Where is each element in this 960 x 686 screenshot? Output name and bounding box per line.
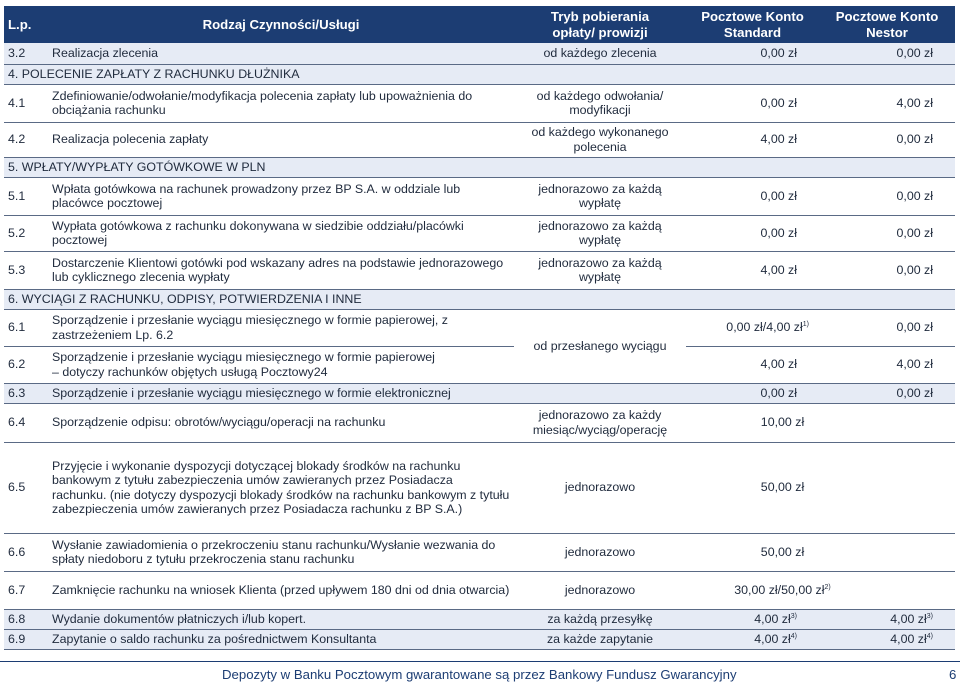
row-service: Sporządzenie odpisu: obrotów/wyciągu/operacji na rachunku xyxy=(52,415,386,430)
row-standard-fee: 4,00 zł xyxy=(760,357,797,372)
table-header-row xyxy=(4,6,955,43)
table-row xyxy=(4,346,955,383)
row-fee: 10,00 zł xyxy=(760,415,805,430)
row-lp: 3.2 xyxy=(8,46,26,60)
footnote-ref: 3) xyxy=(790,612,797,620)
row-lp: 6.9 xyxy=(8,631,26,646)
row-fee-mode: jednorazowo xyxy=(564,480,636,495)
table-row xyxy=(4,177,955,215)
header-standard: Pocztowe Konto Standard xyxy=(686,6,819,43)
section-row xyxy=(4,64,955,84)
row-service xyxy=(48,346,514,383)
row-service: Wpłata gotówkowa na rachunek prowadzony przez BP S.A. w oddziale lub placówce pocztowej xyxy=(52,181,461,210)
row-fee-mode: od każdego zlecenia xyxy=(543,46,657,60)
row-lp: 5.3 xyxy=(8,262,26,277)
row-fee-mode: jednorazowo za każdą wypłatę xyxy=(538,218,662,247)
row-fee-mode: jednorazowo za każdą wypłatę xyxy=(538,255,662,284)
fee-value: 4,00 zł xyxy=(890,611,927,626)
row-fee-mode: jednorazowo xyxy=(564,582,636,597)
row-service-line: Sporządzenie i przesłanie wyciągu miesięcznego w formie papierowej xyxy=(52,350,435,364)
row-service: Dostarczenie Klientowi gotówki pod wskazany adres na podstawie jednorazowego lub cyklicznego zlecenia wypłaty xyxy=(52,255,504,284)
section-row xyxy=(4,157,955,177)
row-fee-mode: jednorazowo za każdy miesiąc/wyciąg/operację xyxy=(532,408,668,437)
fee-value: 30,00 zł/50,00 zł xyxy=(734,582,825,597)
fee-value: 4,00 zł xyxy=(754,631,791,646)
row-nestor-fee: 0,00 zł xyxy=(896,225,933,240)
row-lp: 6.4 xyxy=(8,415,26,430)
row-fee-mode: jednorazowo za każdą wypłatę xyxy=(538,181,662,210)
table-row xyxy=(4,383,955,403)
row-fee-mode: od każdego odwołania/ modyfikacji xyxy=(536,88,664,117)
row-fee-mode: za każdą przesyłkę xyxy=(547,611,653,626)
row-lp: 4.2 xyxy=(8,132,26,147)
row-nestor-fee xyxy=(819,629,955,649)
row-fee: 50,00 zł xyxy=(760,544,805,559)
header-nestor: Pocztowe Konto Nestor xyxy=(819,6,955,43)
row-lp: 6.2 xyxy=(8,357,26,372)
footnote-ref: 1) xyxy=(802,321,809,329)
section-title: 5. WPŁATY/WYPŁATY GOTÓWKOWE W PLN xyxy=(8,159,266,174)
row-nestor-fee: 4,00 zł xyxy=(896,95,933,110)
row-nestor-fee: 0,00 zł xyxy=(896,320,933,335)
row-fee-mode: od każdego wykonanego polecenia xyxy=(531,125,669,154)
row-service: Wydanie dokumentów płatniczych i/lub kopert. xyxy=(52,611,307,626)
row-lp: 6.8 xyxy=(8,611,26,626)
row-fee-mode: od przesłanego wyciągu xyxy=(533,338,667,353)
page-number: 6 xyxy=(949,667,957,682)
row-service: Zamknięcie rachunku na wniosek Klienta (przed upływem 180 dni od dnia otwarcia) xyxy=(52,582,510,597)
header-fee-mode: Tryb pobierania opłaty/ prowizji xyxy=(514,6,686,43)
row-lp: 6.1 xyxy=(8,320,26,335)
row-service: Realizacja zlecenia xyxy=(52,46,159,60)
fee-value: 4,00 zł xyxy=(890,631,927,646)
row-standard-fee: 0,00 zł xyxy=(760,385,797,400)
row-standard-fee: 4,00 zł xyxy=(760,262,797,277)
row-service: Sporządzenie i przesłanie wyciągu miesięcznego w formie elektronicznej xyxy=(52,385,451,400)
row-lp: 5.2 xyxy=(8,225,26,240)
fee-table-page xyxy=(4,6,955,650)
fee-value: 4,00 zł xyxy=(754,611,791,626)
row-standard-fee xyxy=(686,309,819,346)
row-nestor-fee: 0,00 zł xyxy=(896,46,933,60)
row-service: Realizacja polecenia zapłaty xyxy=(52,132,209,147)
row-lp: 4.1 xyxy=(8,95,26,110)
table-row xyxy=(4,533,955,571)
footer-text: Depozyty w Banku Pocztowym gwarantowane są przez Bankowy Fundusz Gwarancyjny xyxy=(222,667,737,682)
table-row xyxy=(4,215,955,251)
table-row xyxy=(4,43,955,64)
row-fee xyxy=(686,571,955,609)
row-service-line: – dotyczy rachunków objętych usługą Pocztowy24 xyxy=(52,364,328,379)
row-service: Sporządzenie i przesłanie wyciągu miesięcznego w formie papierowej, z zastrzeżeniem Lp. 6.2 xyxy=(52,313,449,342)
section-row xyxy=(4,289,955,309)
row-nestor-fee: 4,00 zł xyxy=(896,357,933,372)
table-row xyxy=(4,84,955,122)
row-nestor-fee xyxy=(819,609,955,629)
row-lp: 6.5 xyxy=(8,480,26,495)
table-row xyxy=(4,403,955,442)
row-lp: 6.7 xyxy=(8,582,26,597)
footnote-ref: 2) xyxy=(824,583,831,591)
table-row xyxy=(4,629,955,649)
row-service: Wysłanie zawiadomienia o przekroczeniu stanu rachunku/Wysłanie wezwania do spłaty niedoboru z tytułu przekroczenia stanu rachunku xyxy=(52,537,496,566)
row-nestor-fee: 0,00 zł xyxy=(896,188,933,203)
row-service: Przyjęcie i wykonanie dyspozycji dotyczącej blokady środków na rachunku bankowym z tytułu zabezpieczenia umów zawieranych przez Posiadacza rachunku. (nie dotyczy dyspozycji blokady środków na rachunku bankowym z tytułu zabezpieczenia umów zawieranych przez Posiadacza rachunku z BP S.A.) xyxy=(52,458,510,516)
row-lp: 6.3 xyxy=(8,385,26,400)
header-lp: L.p. xyxy=(4,6,48,43)
page-footer xyxy=(0,661,960,682)
fee-table xyxy=(4,6,955,650)
row-service: Wypłata gotówkowa z rachunku dokonywana w siedzibie oddziału/placówki pocztowej xyxy=(52,218,464,247)
section-title: 4. POLECENIE ZAPŁATY Z RACHUNKU DŁUŻNIKA xyxy=(8,66,300,81)
fee-value: 0,00 zł/4,00 zł xyxy=(726,320,803,335)
row-fee-mode: jednorazowo xyxy=(564,544,636,559)
table-row xyxy=(4,442,955,533)
row-standard-fee: 0,00 zł xyxy=(760,188,797,203)
table-row xyxy=(4,309,955,346)
row-nestor-fee: 0,00 zł xyxy=(896,385,933,400)
row-standard-fee: 0,00 zł xyxy=(760,225,797,240)
table-row xyxy=(4,609,955,629)
row-fee-mode: za każde zapytanie xyxy=(546,631,654,646)
table-row xyxy=(4,571,955,609)
footnote-ref: 4) xyxy=(790,632,797,640)
footnote-ref: 4) xyxy=(926,632,933,640)
row-standard-fee: 0,00 zł xyxy=(760,46,797,60)
row-nestor-fee: 0,00 zł xyxy=(896,262,933,277)
row-lp: 5.1 xyxy=(8,188,26,203)
row-fee: 50,00 zł xyxy=(760,480,805,495)
row-standard-fee xyxy=(686,629,819,649)
row-lp: 6.6 xyxy=(8,544,26,559)
row-standard-fee: 0,00 zł xyxy=(760,95,797,110)
row-standard-fee xyxy=(686,609,819,629)
table-row xyxy=(4,251,955,289)
row-service: Zdefiniowanie/odwołanie/modyfikacja polecenia zapłaty lub upoważnienia do obciążania rachunku xyxy=(52,88,473,117)
section-title: 6. WYCIĄGI Z RACHUNKU, ODPISY, POTWIERDZENIA I INNE xyxy=(8,291,362,306)
row-nestor-fee: 0,00 zł xyxy=(896,132,933,147)
row-service: Zapytanie o saldo rachunku za pośrednictwem Konsultanta xyxy=(52,631,377,646)
header-service: Rodzaj Czynności/Usługi xyxy=(48,6,514,43)
footnote-ref: 3) xyxy=(926,612,933,620)
row-standard-fee: 4,00 zł xyxy=(760,132,797,147)
table-row xyxy=(4,122,955,157)
